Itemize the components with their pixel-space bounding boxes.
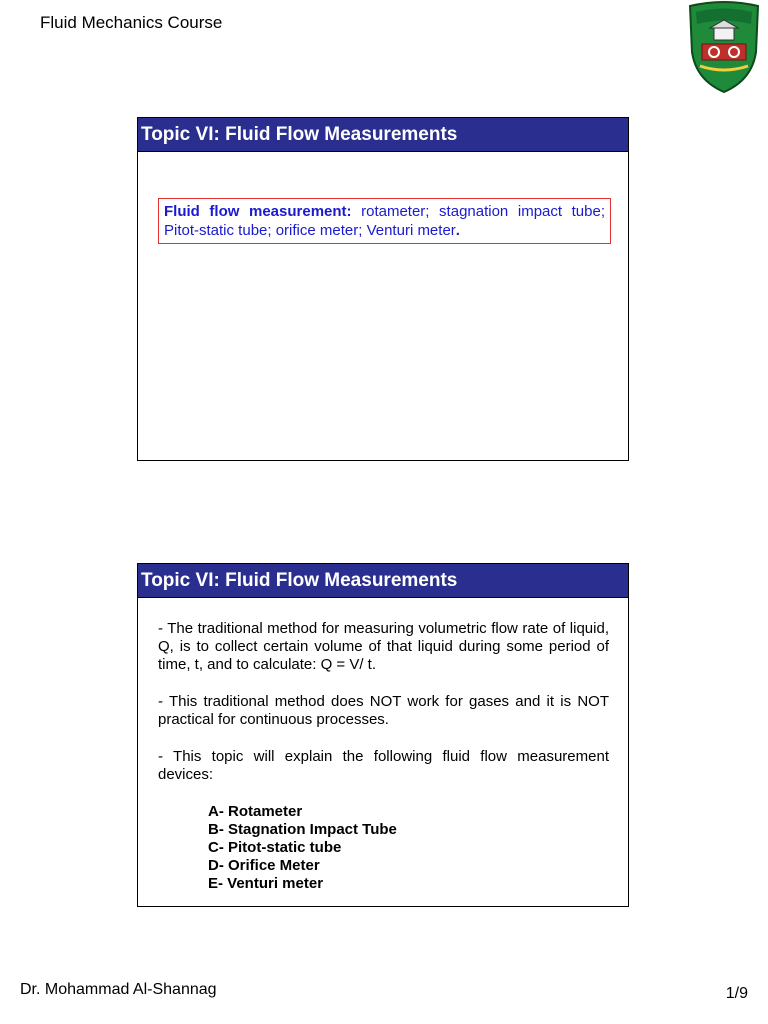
device-item: E- Venturi meter: [208, 875, 324, 892]
paragraph-gases-limitation: - This traditional method does NOT work for gases and it is NOT practical for continuous processes.: [158, 693, 609, 728]
summary-lead: Fluid flow measurement:: [164, 203, 352, 220]
course-title: Fluid Mechanics Course: [40, 13, 223, 32]
page-number: 1/9: [725, 985, 748, 1002]
device-list: [158, 803, 609, 893]
slide-title: Topic VI: Fluid Flow Measurements: [138, 118, 628, 152]
author-name: Dr. Mohammad Al-Shannag: [20, 981, 217, 998]
university-crest-icon: [686, 0, 762, 94]
slide-1: [137, 117, 629, 461]
paragraph-traditional-method: - The traditional method for measuring volumetric flow rate of liquid, Q, is to collect certain volume of that liquid during some period of time, t, and to calculate: Q = V/ t.: [158, 620, 609, 673]
paragraph-topic-devices: - This topic will explain the following fluid flow measurement devices:: [158, 748, 609, 783]
slide-2: [137, 563, 629, 907]
flow-measurement-summary-box: [158, 198, 611, 244]
device-item: A- Rotameter: [208, 803, 303, 820]
summary-end: .: [455, 222, 460, 239]
device-item: C- Pitot-static tube: [208, 839, 342, 856]
summary-text: rotameter; stagnation impact tube; Pitot-static tube; orifice meter; Venturi meter: [164, 203, 605, 239]
slide-content: [158, 620, 609, 893]
slide-title: Topic VI: Fluid Flow Measurements: [138, 564, 628, 598]
device-item: D- Orifice Meter: [208, 857, 320, 874]
device-item: B- Stagnation Impact Tube: [208, 821, 397, 838]
